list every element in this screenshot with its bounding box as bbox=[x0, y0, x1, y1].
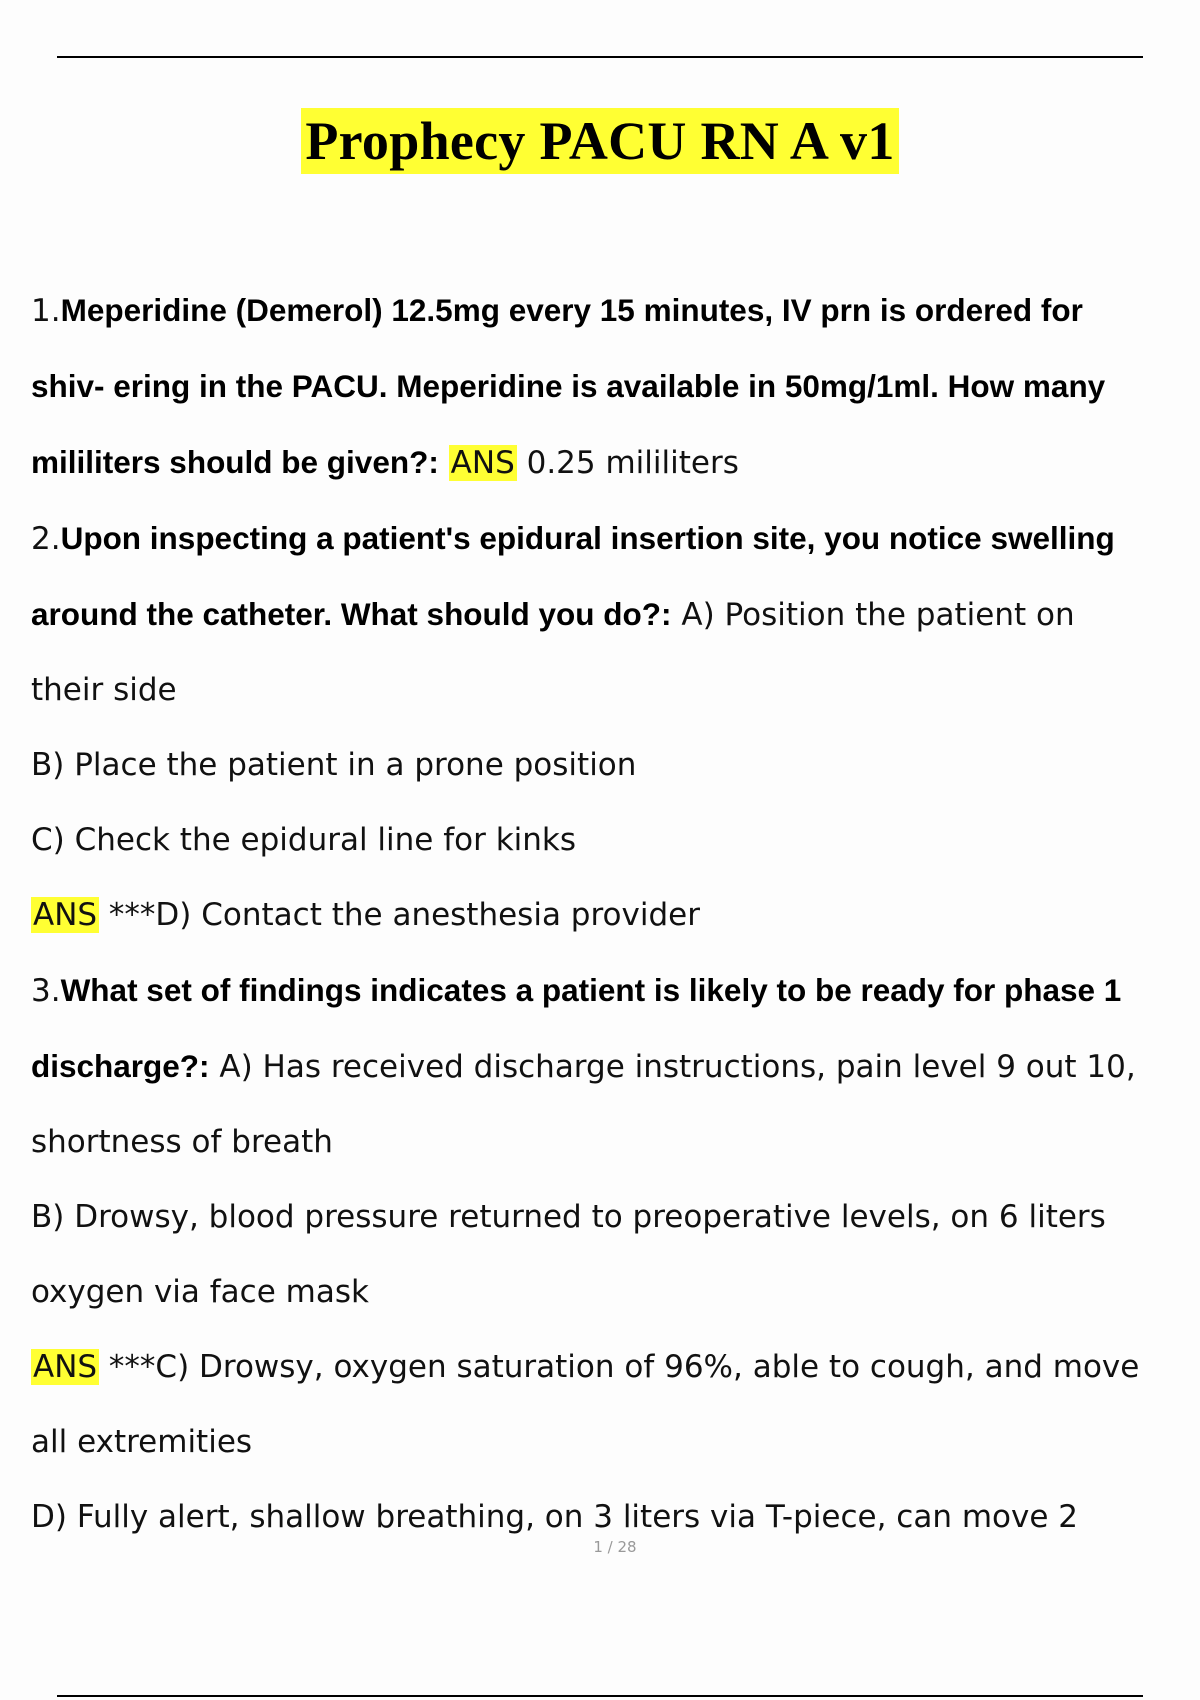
option-line: all extremities bbox=[31, 1424, 253, 1460]
bottom-rule bbox=[57, 1695, 1143, 1697]
option-line: oxygen via face mask bbox=[31, 1274, 369, 1310]
question-3 bbox=[31, 953, 1181, 1555]
question-number: 2. bbox=[31, 521, 61, 557]
question-line bbox=[31, 273, 1181, 349]
question-line bbox=[31, 425, 1181, 501]
option-a: A) Has received discharge instructions, pain level 9 out 10, bbox=[209, 1049, 1136, 1085]
question-line bbox=[31, 953, 1181, 1029]
answer-text: 0.25 mililiters bbox=[516, 445, 739, 481]
option-line: their side bbox=[31, 672, 177, 708]
page-indicator: 1 / 28 bbox=[593, 1538, 637, 1556]
question-text: What set of findings indicates a patient is likely to be ready for phase 1 bbox=[60, 972, 1122, 1008]
top-rule bbox=[57, 56, 1143, 58]
option-b: B) Drowsy, blood pressure returned to preoperative levels, on 6 liters bbox=[31, 1199, 1106, 1235]
question-2 bbox=[31, 501, 1181, 953]
option-d: D) Fully alert, shallow breathing, on 3 liters via T-piece, can move 2 bbox=[31, 1499, 1078, 1535]
option-c: C) Check the epidural line for kinks bbox=[31, 822, 577, 858]
answer-label: ANS bbox=[450, 445, 515, 481]
option-b: B) Place the patient in a prone position bbox=[31, 747, 637, 783]
answer-line bbox=[31, 1330, 1181, 1405]
question-line bbox=[31, 577, 1181, 653]
option-a: A) Position the patient on bbox=[671, 597, 1075, 633]
question-number: 3. bbox=[31, 973, 61, 1009]
question-text: shiv- ering in the PACU. Meperidine is available in 50mg/1ml. How many bbox=[31, 368, 1106, 404]
title-container bbox=[0, 108, 1200, 174]
document-body bbox=[31, 273, 1181, 1555]
question-line bbox=[31, 1029, 1181, 1105]
question-text: Upon inspecting a patient's epidural insertion site, you notice swelling bbox=[60, 520, 1115, 556]
question-1 bbox=[31, 273, 1181, 501]
question-text: around the catheter. What should you do?: bbox=[31, 596, 672, 632]
answer-text: ***D) Contact the anesthesia provider bbox=[99, 897, 700, 933]
answer-line bbox=[31, 878, 1181, 953]
answer-label: ANS bbox=[33, 1349, 98, 1385]
question-line bbox=[31, 349, 1181, 425]
question-text: discharge?: bbox=[31, 1048, 210, 1084]
question-text: mililiters should be given?: bbox=[31, 444, 439, 480]
answer-text: ***C) Drowsy, oxygen saturation of 96%, able to cough, and move bbox=[99, 1349, 1140, 1385]
question-line bbox=[31, 501, 1181, 577]
question-text: Meperidine (Demerol) 12.5mg every 15 minutes, IV prn is ordered for bbox=[60, 292, 1083, 328]
document-title: Prophecy PACU RN A v1 bbox=[301, 108, 898, 174]
answer-label: ANS bbox=[33, 897, 98, 933]
question-number: 1. bbox=[31, 293, 61, 329]
option-line: shortness of breath bbox=[31, 1124, 333, 1160]
